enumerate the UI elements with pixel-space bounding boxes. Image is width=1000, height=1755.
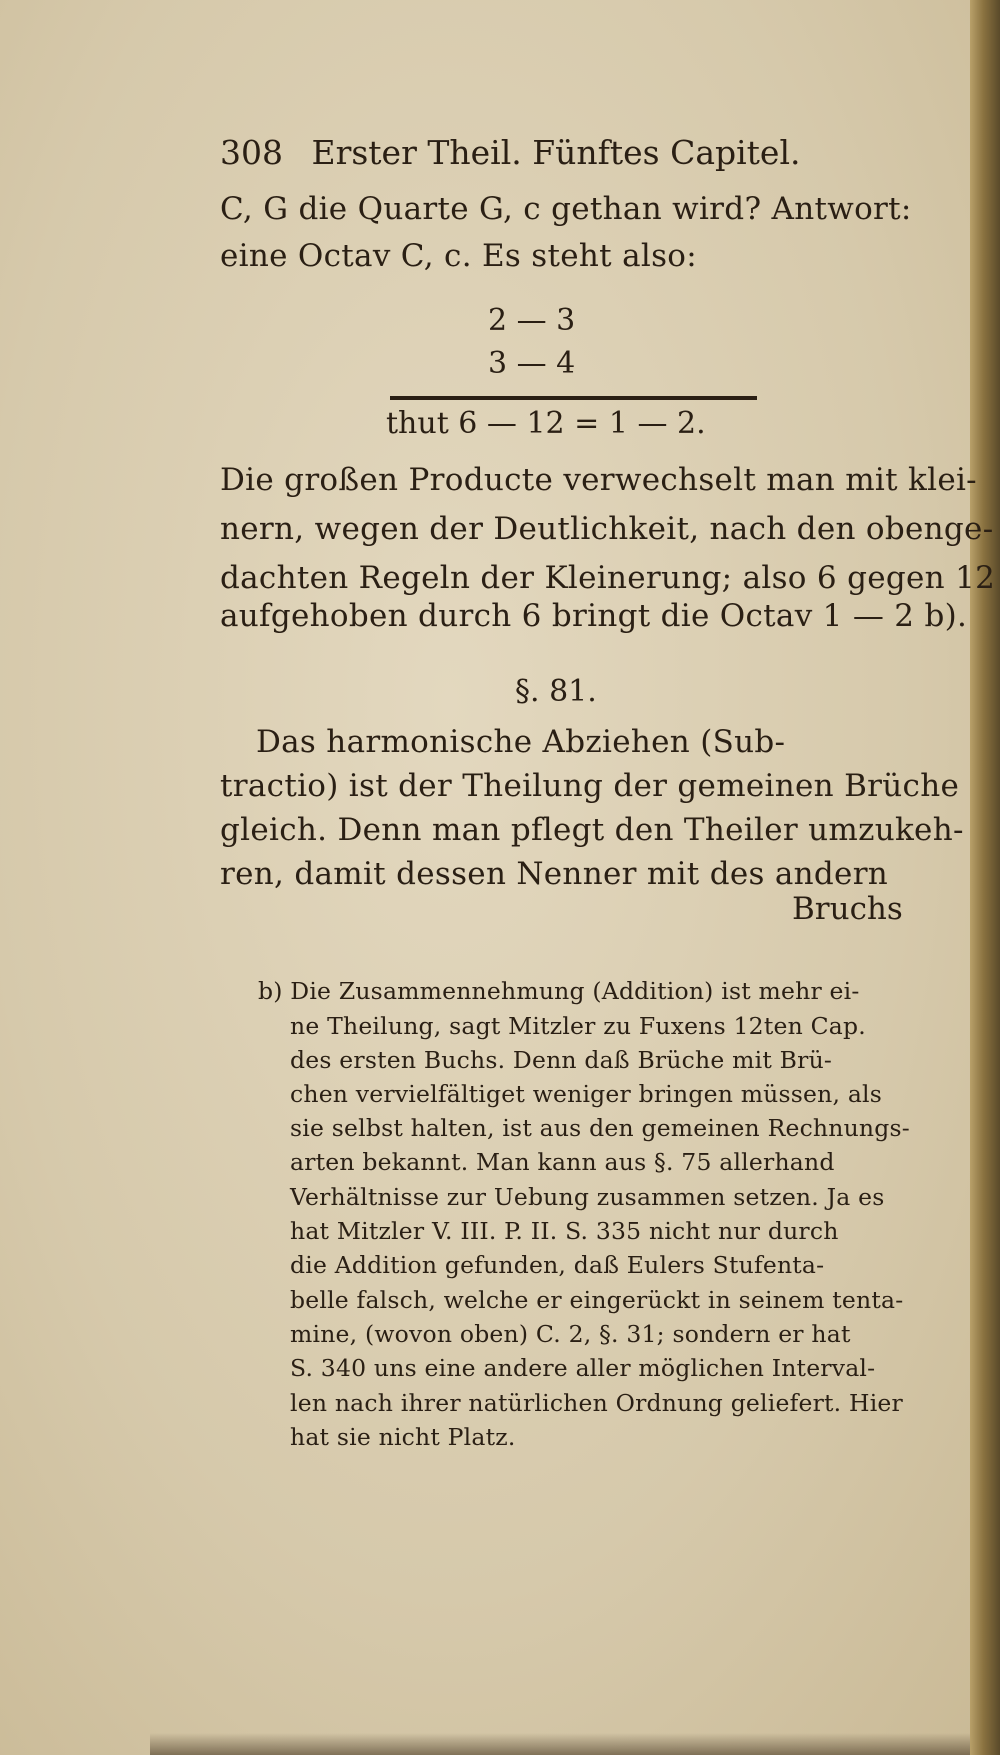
footnote-line: hat Mitzler V. III. P. II. S. 335 nicht nur durch — [290, 1217, 839, 1245]
footnote-line: des ersten Buchs. Denn daß Brüche mit Brü- — [290, 1046, 833, 1074]
footnote-line: b) Die Zusammennehmung (Addition) ist mehr ei- — [258, 977, 860, 1005]
text-line: gleich. Denn man pflegt den Theiler umzukeh- — [220, 812, 964, 848]
text-line: C, G die Quarte G, c gethan wird? Antwort: — [220, 191, 912, 227]
footnote-line: mine, (wovon oben) C. 2, §. 31; sondern er hat — [290, 1320, 851, 1348]
catchword: Bruchs — [792, 891, 903, 927]
footnote-line: S. 340 uns eine andere aller möglichen Interval- — [290, 1354, 876, 1382]
footnote-line: sie selbst halten, ist aus den gemeinen Rechnungs- — [290, 1114, 910, 1142]
proportion-row-2: 3 — 4 — [488, 346, 576, 381]
text-line: eine Octav C, c. Es steht also: — [220, 238, 697, 274]
footnote-line: arten bekannt. Man kann aus §. 75 allerhand — [290, 1148, 835, 1176]
footnote-line: chen vervielfältiget weniger bringen müssen, als — [290, 1080, 883, 1108]
proportion-row-1: 2 — 3 — [488, 303, 576, 338]
page-bottom-edge — [150, 1733, 970, 1755]
footnote-line: belle falsch, welche er eingerückt in seinem tenta- — [290, 1286, 904, 1314]
text-line: nern, wegen der Deutlichkeit, nach den obenge- — [220, 511, 994, 547]
text-line: Das harmonische Abziehen (Sub- — [256, 724, 786, 760]
footnote-line: hat sie nicht Platz. — [290, 1423, 516, 1451]
section-number: §. 81. — [515, 674, 597, 709]
text-line: Die großen Producte verwechselt man mit klei- — [220, 462, 977, 498]
footnote-line: Verhältnisse zur Uebung zusammen setzen. Ja es — [290, 1183, 885, 1211]
footnote-line: len nach ihrer natürlichen Ordnung geliefert. Hier — [290, 1389, 903, 1417]
text-line: tractio) ist der Theilung der gemeinen Brüche — [220, 768, 960, 804]
text-line: dachten Regeln der Kleinerung; also 6 gegen 12 — [220, 560, 996, 596]
footnote-line: die Addition gefunden, daß Eulers Stufenta- — [290, 1251, 825, 1279]
running-header — [220, 133, 801, 172]
book-spine-edge — [970, 0, 1000, 1755]
proportion-rule — [390, 396, 757, 400]
page-number: 308 — [220, 133, 283, 172]
text-line: aufgehoben durch 6 bringt die Octav 1 — 2 b). — [220, 598, 968, 634]
footnote-line: ne Theilung, sagt Mitzler zu Fuxens 12ten Cap. — [290, 1012, 866, 1040]
text-line: ren, damit dessen Nenner mit des andern — [220, 856, 889, 892]
proportion-result: thut 6 — 12 = 1 — 2. — [386, 406, 706, 441]
running-title: Erster Theil. Fünftes Capitel. — [311, 133, 801, 172]
